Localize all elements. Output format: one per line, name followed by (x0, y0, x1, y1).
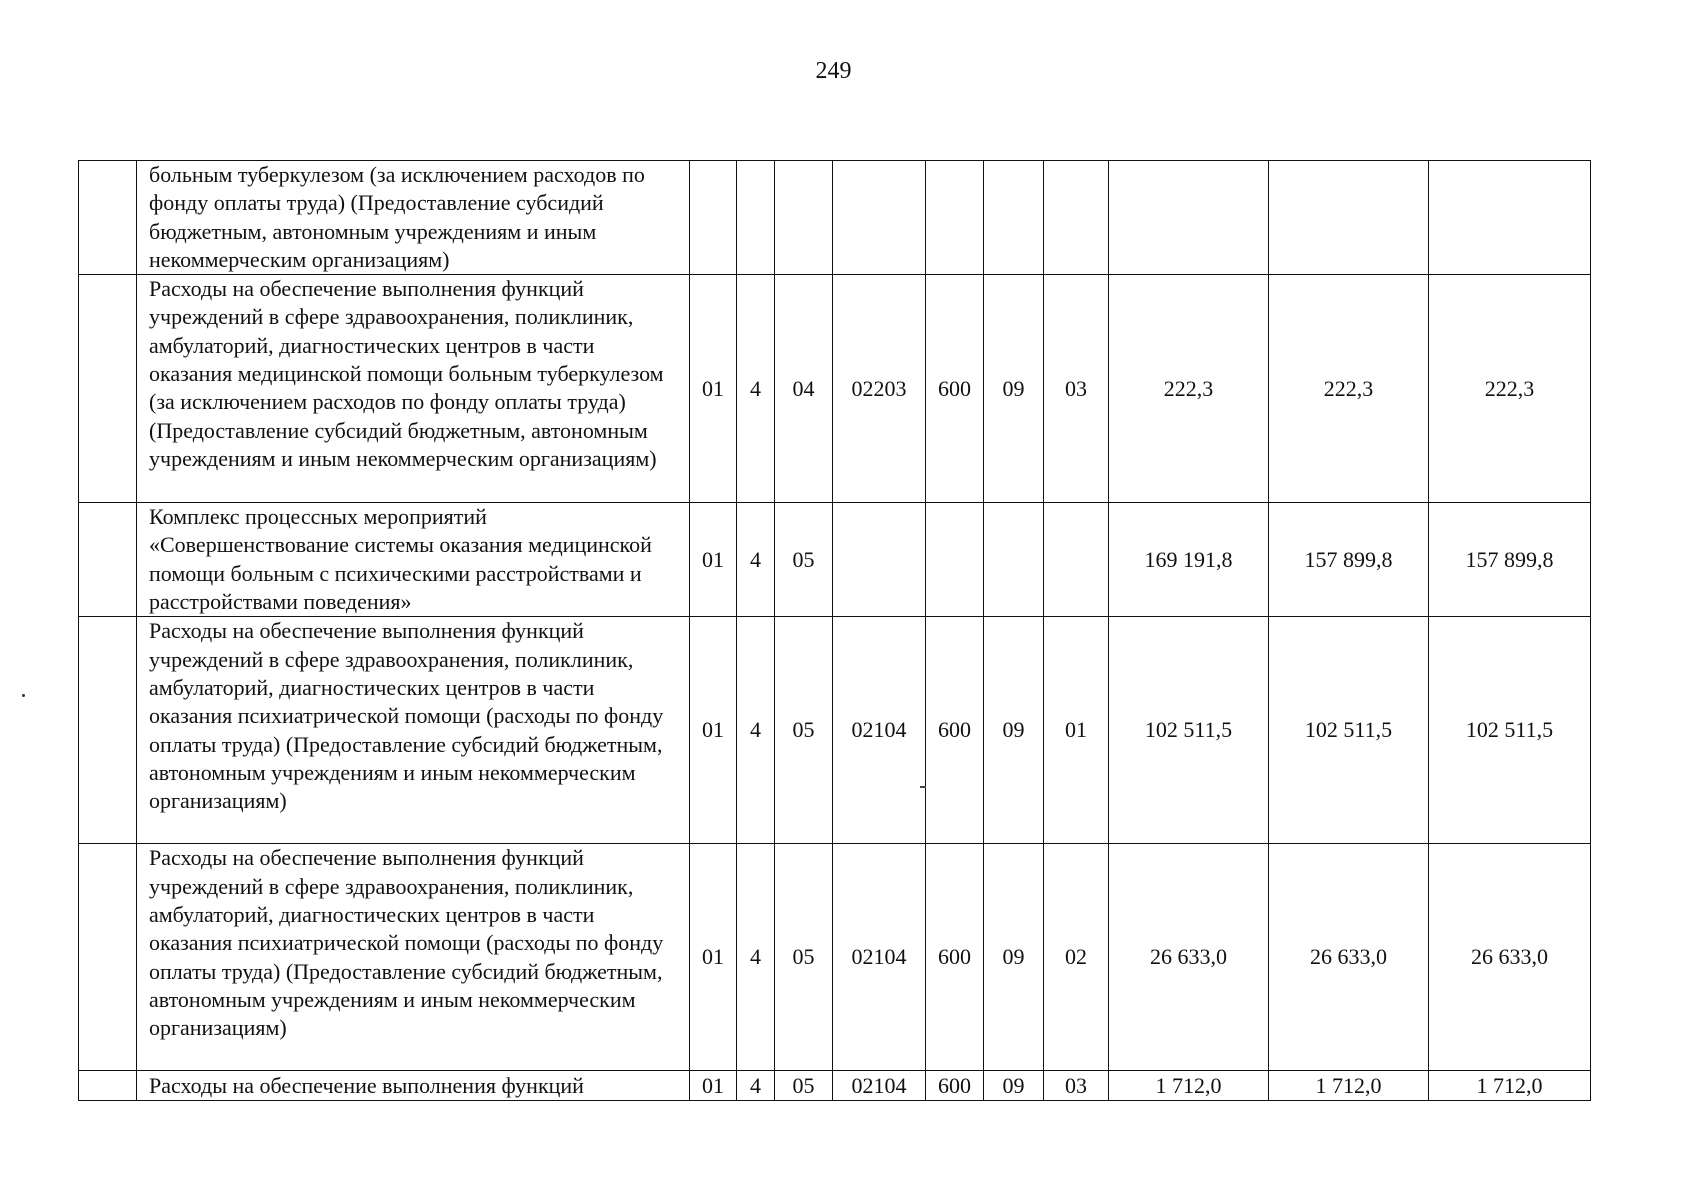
code-cell: 01 (690, 844, 737, 1071)
row-index-cell (79, 275, 137, 503)
page-number: 249 (815, 58, 852, 84)
code-cell: 02104 (833, 1071, 926, 1101)
code-cell: 01 (690, 1071, 737, 1101)
code-cell: 01 (690, 503, 737, 617)
row-index-cell (79, 503, 137, 617)
amount-cell: 1 712,0 (1109, 1071, 1269, 1101)
description-cell: Расходы на обеспечение выполнения функций учреждений в сфере здравоохранения, поликлиник, амбулаторий, диагностических центров в части оказания медицинской помощи больным туберкулезом (за исключением расходов по фонду оплаты труда) (Предоставление субсидий бюджетным, автономным учреждениям и иным некоммерческим организациям) (137, 275, 690, 503)
code-cell (984, 503, 1044, 617)
code-cell (926, 503, 984, 617)
scan-speck (22, 694, 25, 697)
description-cell: больным туберкулезом (за исключением расходов по фонду оплаты труда) (Предоставление субсидий бюджетным, автономным учреждениям и иным некоммерческим организациям) (137, 161, 690, 275)
amount-cell: 26 633,0 (1269, 844, 1429, 1071)
code-cell: 4 (737, 617, 775, 844)
code-cell: 4 (737, 844, 775, 1071)
code-cell: 01 (690, 275, 737, 503)
code-cell (926, 161, 984, 275)
code-cell: 01 (1044, 617, 1109, 844)
table-row (79, 161, 1591, 275)
code-cell: 05 (775, 844, 833, 1071)
code-cell: 09 (984, 617, 1044, 844)
amount-cell: 1 712,0 (1429, 1071, 1591, 1101)
code-cell: 600 (926, 275, 984, 503)
code-cell: 02 (1044, 844, 1109, 1071)
code-cell: 02104 (833, 617, 926, 844)
code-cell: 600 (926, 844, 984, 1071)
table-row (79, 617, 1591, 844)
code-cell: 600 (926, 617, 984, 844)
code-cell (690, 161, 737, 275)
row-index-cell (79, 844, 137, 1071)
row-index-cell (79, 1071, 137, 1101)
amount-cell: 26 633,0 (1109, 844, 1269, 1071)
code-cell: 4 (737, 275, 775, 503)
code-cell: 09 (984, 275, 1044, 503)
row-index-cell (79, 617, 137, 844)
amount-cell: 102 511,5 (1109, 617, 1269, 844)
code-cell: 05 (775, 617, 833, 844)
code-cell: 4 (737, 1071, 775, 1101)
description-cell: Комплекс процессных мероприятий «Совершенствование системы оказания медицинской помощи больным с психическими расстройствами и расстройствами поведения» (137, 503, 690, 617)
code-cell: 01 (690, 617, 737, 844)
row-index-cell (79, 161, 137, 275)
code-cell: 09 (984, 1071, 1044, 1101)
amount-cell (1429, 161, 1591, 275)
amount-cell: 102 511,5 (1269, 617, 1429, 844)
code-cell (775, 161, 833, 275)
description-cell: Расходы на обеспечение выполнения функций учреждений в сфере здравоохранения, поликлиник, амбулаторий, диагностических центров в части оказания психиатрической помощи (расходы по фонду оплаты труда) (Предоставление субсидий бюджетным, автономным учреждениям и иным некоммерческим организациям) (137, 617, 690, 844)
code-cell: 4 (737, 503, 775, 617)
table-row (79, 503, 1591, 617)
amount-cell: 157 899,8 (1269, 503, 1429, 617)
description-cell: Расходы на обеспечение выполнения функций (137, 1071, 690, 1101)
code-cell: 05 (775, 503, 833, 617)
code-cell: 600 (926, 1071, 984, 1101)
budget-table (78, 160, 1591, 1101)
code-cell: 03 (1044, 275, 1109, 503)
description-cell: Расходы на обеспечение выполнения функций учреждений в сфере здравоохранения, поликлиник, амбулаторий, диагностических центров в части оказания психиатрической помощи (расходы по фонду оплаты труда) (Предоставление субсидий бюджетным, автономным учреждениям и иным некоммерческим организациям) (137, 844, 690, 1071)
code-cell (833, 161, 926, 275)
amount-cell: 26 633,0 (1429, 844, 1591, 1071)
amount-cell: 222,3 (1269, 275, 1429, 503)
amount-cell: 222,3 (1429, 275, 1591, 503)
code-cell (984, 161, 1044, 275)
code-cell: 09 (984, 844, 1044, 1071)
amount-cell: 1 712,0 (1269, 1071, 1429, 1101)
code-cell: 05 (775, 1071, 833, 1101)
amount-cell: 102 511,5 (1429, 617, 1591, 844)
amount-cell: 169 191,8 (1109, 503, 1269, 617)
table-row (79, 275, 1591, 503)
amount-cell (1269, 161, 1429, 275)
table-row (79, 1071, 1591, 1101)
scan-speck (920, 786, 926, 788)
code-cell: 02203 (833, 275, 926, 503)
amount-cell: 222,3 (1109, 275, 1269, 503)
amount-cell: 157 899,8 (1429, 503, 1591, 617)
amount-cell (1109, 161, 1269, 275)
code-cell: 04 (775, 275, 833, 503)
table-row (79, 844, 1591, 1071)
code-cell (737, 161, 775, 275)
code-cell: 02104 (833, 844, 926, 1071)
code-cell (833, 503, 926, 617)
code-cell: 03 (1044, 1071, 1109, 1101)
code-cell (1044, 161, 1109, 275)
code-cell (1044, 503, 1109, 617)
